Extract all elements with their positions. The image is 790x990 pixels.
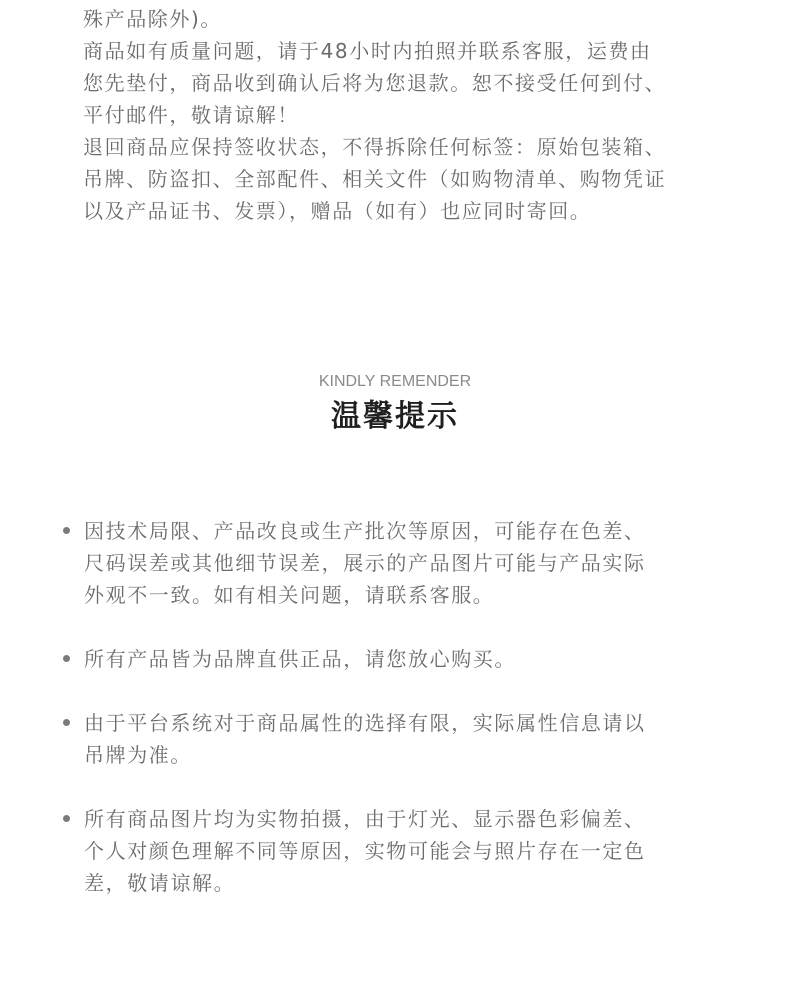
reminder-title: 温馨提示 xyxy=(331,399,459,434)
bullet-icon xyxy=(63,527,70,534)
tip-line: 所有产品皆为品牌直供正品，请您放心购买。 xyxy=(84,647,516,671)
tip-text xyxy=(84,707,724,771)
tip-line: 尺码误差或其他细节误差，展示的产品图片可能与产品实际 xyxy=(84,551,646,575)
bullet-icon xyxy=(63,655,70,662)
return-policy-text xyxy=(83,3,723,227)
bullet-icon xyxy=(63,815,70,822)
policy-line: 吊牌、防盗扣、全部配件、相关文件（如购物清单、购物凭证 xyxy=(83,167,667,191)
policy-line: 您先垫付，商品收到确认后将为您退款。恕不接受任何到付、 xyxy=(83,71,667,95)
reminder-subtitle: KINDLY REMENDER xyxy=(318,373,472,390)
tip-text xyxy=(84,515,724,611)
tip-line: 外观不一致。如有相关问题，请联系客服。 xyxy=(84,583,495,607)
tip-line: 所有商品图片均为实物拍摄，由于灯光、显示器色彩偏差、 xyxy=(84,807,646,831)
policy-line: 退回商品应保持签收状态，不得拆除任何标签：原始包装箱、 xyxy=(83,135,667,159)
tip-text xyxy=(84,803,724,899)
bullet-icon xyxy=(63,719,70,726)
reminder-header xyxy=(0,372,790,436)
tip-text xyxy=(84,643,724,675)
tip-line: 差，敬请谅解。 xyxy=(84,871,236,895)
policy-line: 商品如有质量问题，请于48小时内拍照并联系客服，运费由 xyxy=(83,39,652,63)
policy-line: 平付邮件，敬请谅解！ xyxy=(83,103,299,127)
tip-line: 个人对颜色理解不同等原因，实物可能会与照片存在一定色 xyxy=(84,839,646,863)
tip-line: 由于平台系统对于商品属性的选择有限，实际属性信息请以 xyxy=(84,711,646,735)
policy-line: 殊产品除外)。 xyxy=(83,7,223,31)
tip-line: 因技术局限、产品改良或生产批次等原因，可能存在色差、 xyxy=(84,519,646,543)
tip-line: 吊牌为准。 xyxy=(84,743,192,767)
policy-line: 以及产品证书、发票），赠品（如有）也应同时寄回。 xyxy=(83,199,592,223)
